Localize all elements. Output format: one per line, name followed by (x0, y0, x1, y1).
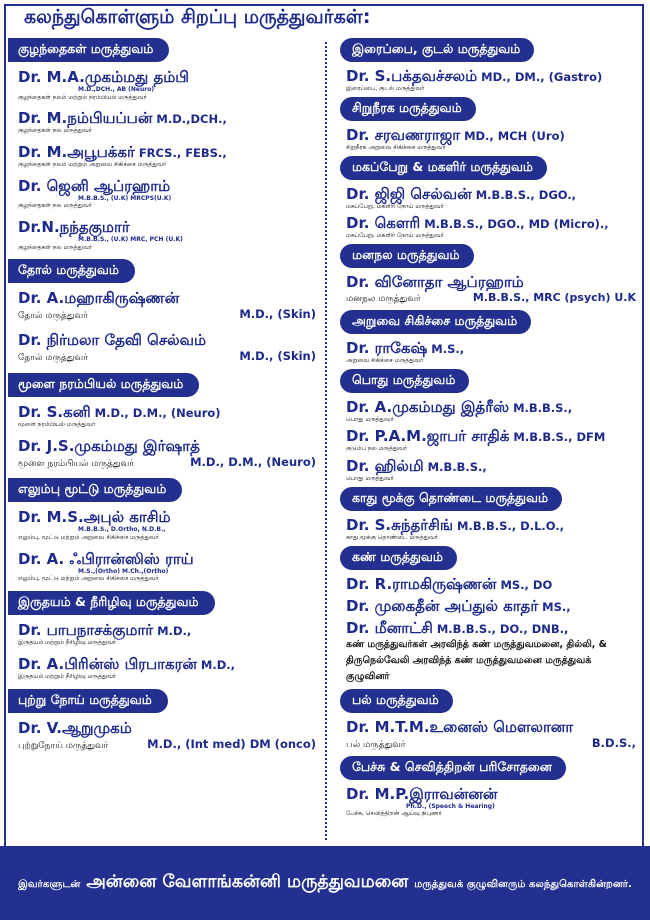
doctor-specialty: குழந்தைகள் நல மருத்துவர் (18, 202, 92, 210)
doctor-entry (18, 218, 318, 251)
section-heading: அறுவை சிகிச்சை மருத்துவம் (340, 310, 531, 334)
doctor-degree: M.D.,DCH., (156, 112, 227, 127)
section-heading: மூளை நரம்பியல் மருத்துவம் (8, 373, 199, 397)
specialty-section (12, 373, 318, 470)
doctor-degree: M.S., (431, 341, 465, 356)
specialty-section (340, 156, 638, 241)
doctor-entry (18, 403, 318, 429)
doctor-entry (18, 437, 318, 471)
specialty-section (340, 487, 638, 542)
section-heading: இருதயம் & நீரிழிவு மருத்துவம் (8, 591, 215, 615)
doctor-name: Dr. P.A.M.ஜாபர் சாதிக் (346, 427, 510, 446)
specialty-section (340, 310, 638, 365)
doctor-entry (346, 398, 638, 424)
doctor-name-line (18, 331, 318, 349)
doctor-entry (346, 126, 638, 152)
doctor-specialty: மூளை நரம்பியல் மருத்துவர் (18, 458, 134, 469)
doctor-name: Dr. A.முகம்மது இத்ரீஸ் (346, 397, 510, 416)
doctor-name-line (18, 403, 318, 421)
doctor-entry (346, 516, 638, 542)
doctor-specialty: குழந்தைகள் நலம் மற்றும் அறுவை சிகிச்சை மருத்துவர் (18, 161, 167, 169)
specialty-section (340, 38, 638, 93)
doctor-name-line (18, 218, 318, 236)
doctor-name: Dr. ஹில்மி (346, 457, 424, 476)
doctor-specialty: சிறுநீரக அறுவை சிகிச்சை மருத்துவர் (346, 143, 446, 151)
specialty-section (12, 689, 318, 753)
doctor-name-line (346, 575, 638, 593)
doctor-name-line (346, 214, 638, 232)
doctor-name-line (18, 719, 318, 737)
doctor-name-line (18, 655, 318, 673)
section-heading: தோல் மருத்துவம் (8, 259, 135, 283)
doctor-name: Dr. M.A.முகம்மது தம்பி (18, 68, 189, 86)
doctor-entry (18, 109, 318, 135)
section-heading: சிறுநீரக மருத்துவம் (340, 97, 476, 121)
doctor-name-line (346, 619, 638, 637)
doctor-degree: M.B.B.S., DO., DNB., (436, 621, 569, 636)
doctor-spec-row (18, 349, 316, 365)
section-heading: காது மூக்கு தொண்டை மருத்துவம் (340, 487, 562, 511)
doctor-degree: M.D., (Int med) DM (onco) (147, 736, 316, 751)
doctor-name: Dr. R.ராமகிருஷ்ணன் (346, 574, 497, 593)
doctor-name-line (346, 785, 638, 803)
page-title: கலந்துகொள்ளும் சிறப்பு மருத்துவர்கள்: (24, 6, 371, 28)
doctor-specialty: இரைப்பை, குடல் மருத்துவர் (346, 85, 425, 92)
doctor-spec-row (18, 455, 316, 471)
doctor-entry (346, 214, 638, 240)
doctor-degree: M.B.B.S., (U.K) MRC, PCH (U.K) (78, 236, 183, 244)
specialty-section (340, 244, 638, 306)
doctor-name: Dr. S.கனி (18, 402, 91, 421)
doctor-name: Dr. ஜெனி ஆப்ரஹாம் (18, 176, 171, 195)
doctor-specialty: மூளை நரம்பியல் மருத்துவர் (18, 420, 96, 428)
doctor-degree: M.D., (200, 657, 236, 672)
doctor-name-line (346, 597, 638, 615)
doctor-name: Dr. S.பக்தவச்சலம் (346, 67, 478, 85)
doctor-entry (18, 177, 318, 210)
doctor-degree: FRCS., FEBS., (138, 146, 227, 161)
doctor-name: Dr. ராகேஷ் (346, 338, 428, 357)
doctor-name-line (346, 718, 638, 736)
doctor-spec-row (18, 737, 316, 753)
doctor-specialty: இருதயம் மற்றும் நீரிழிவு மருத்துவர் (18, 638, 116, 646)
doctor-entry (346, 185, 638, 211)
section-heading: பல் மருத்துவம் (340, 689, 453, 713)
doctor-entry (346, 457, 638, 483)
doctor-degree: M.B.B.S., DFM (513, 430, 606, 445)
doctor-entry (346, 339, 638, 365)
doctor-degree: M.D., (157, 623, 192, 638)
doctor-name-line (18, 289, 318, 307)
doctor-spec-row (346, 291, 636, 306)
doctor-name-line (18, 508, 318, 526)
doctor-name-line (346, 457, 638, 475)
doctor-degree: M.D., (Skin) (239, 349, 316, 364)
doctor-specialty: மனநல மருத்துவர் (346, 294, 421, 305)
doctor-degree: MD., DM., (Gastro) (481, 70, 603, 84)
doctor-name: Dr. முகைதீன் அப்துல் காதர் (346, 596, 539, 615)
doctor-degree: M.B.B.S., (427, 460, 487, 475)
doctor-name: Dr. A.மஹாகிருஷ்ணன் (18, 289, 180, 308)
doctor-degree: M.D., D.M., (Neuro) (190, 454, 316, 469)
doctor-name: Dr. S.சுந்தர்சிங் (346, 516, 454, 535)
doctor-name: Dr. சரவணராஜா (346, 125, 461, 144)
doctor-name-line (346, 126, 638, 144)
doctor-name: Dr. வினோதா ஆப்ரஹாம் (346, 273, 524, 292)
doctor-name-line (346, 67, 638, 85)
specialty-section (340, 756, 638, 818)
doctor-name: Dr. J.S.முகம்மது இர்ஷாத் (18, 436, 200, 455)
doctor-entry (18, 508, 318, 541)
doctor-name-line (346, 398, 638, 416)
doctor-entry (18, 68, 318, 101)
section-heading: எலும்பு மூட்டு மருத்துவம் (8, 478, 182, 502)
footer-prefix: இவர்களுடன் (18, 879, 81, 890)
right-column (340, 38, 638, 822)
doctor-name-line (346, 185, 638, 203)
doctor-degree: M.S.,(Ortho) M.Ch.,(Ortho) (78, 567, 169, 575)
doctor-name: Dr. கௌரி (346, 214, 421, 233)
specialty-section (12, 478, 318, 583)
doctor-degree: M.B.B.S., (513, 400, 573, 415)
doctor-name: Dr. M.அபூபக்கர் (18, 143, 135, 162)
doctor-name: Dr. M.நம்பியப்பன் (18, 109, 153, 128)
doctor-specialty: புற்றுநோய் மருத்துவர் (18, 740, 109, 751)
doctor-name: Dr. பாபநாசக்குமார் (18, 620, 154, 639)
specialty-section (12, 591, 318, 681)
doctor-entry (346, 575, 638, 593)
section-heading: இரைப்பை, குடல் மருத்துவம் (340, 38, 534, 62)
doctor-entry (18, 719, 318, 753)
doctor-specialty: பல் மருத்துவர் (346, 740, 406, 751)
section-heading: பேச்சு & செவித்திறன் பரிசோதனை (340, 756, 566, 780)
doctor-name-line (18, 68, 318, 86)
doctor-name-line (346, 516, 638, 534)
doctor-entry (18, 143, 318, 169)
doctor-entry (346, 619, 638, 685)
doctor-degree: Ph.D., (Speech & Hearing) (406, 802, 495, 810)
doctor-specialty: இருதயம் மற்றும் நீரிழிவு மருத்துவர் (18, 672, 116, 680)
specialty-section (12, 259, 318, 364)
doctor-name: Dr. A. ஃபிரான்ஸிஸ் ராய் (18, 549, 194, 568)
doctor-specialty: காது மூக்கு தொண்டை மருத்துவர் (346, 534, 438, 542)
doctor-degree: M.B.B.S., (U.K) MRCPS(U.K) (78, 194, 172, 202)
doctor-entry (346, 597, 638, 615)
doctor-name: Dr. M.P.இராவன்னன் (346, 784, 498, 803)
doctor-entry (18, 655, 318, 681)
doctor-specialty: தோல் மருத்துவர் (18, 311, 88, 322)
left-column (12, 38, 318, 760)
specialty-section (340, 97, 638, 152)
doctor-entry (18, 331, 318, 365)
doctor-entry (346, 427, 638, 453)
doctor-name: Dr. M.T.M.உனைஸ் மௌலானா (346, 718, 574, 737)
doctor-name-line (346, 339, 638, 357)
doctor-name: Dr. M.S.அபுல் காசிம் (18, 508, 171, 527)
doctor-name-line (18, 621, 318, 639)
doctor-specialty: குழந்தைகள் நல மருத்துவர் (18, 127, 92, 135)
doctor-specialty: குடும்ப நல மருத்துவர் (346, 445, 407, 453)
doctor-name-line (18, 550, 318, 568)
doctor-degree: MS., DO (500, 577, 553, 592)
doctor-degree: M.D.,DCH., AB (Neuro) (78, 86, 155, 93)
doctor-specialty: மகப்பேறு, மகளிர் நோய் மருத்துவர் (346, 202, 444, 210)
doctor-specialty: தோல் மருத்துவர் (18, 353, 88, 364)
doctor-spec-row (18, 307, 316, 323)
specialty-section (340, 369, 638, 483)
section-heading: பொது மருத்துவம் (340, 369, 469, 393)
doctor-entry (346, 273, 638, 306)
section-heading: குழந்தைகள் மருத்துவம் (8, 38, 169, 62)
doctor-degree: M.D., D.M., (Neuro) (94, 405, 221, 420)
doctor-spec-row (346, 736, 636, 752)
footer-hospital-name: அன்னை வேளாங்கன்னி மருத்துவமனை (86, 872, 409, 892)
section-heading: மகப்பேறு & மகளிர் மருத்துவம் (340, 156, 547, 180)
doctor-degree: M.D., (Skin) (239, 307, 316, 322)
doctor-name-line (18, 143, 318, 161)
doctor-entry (18, 289, 318, 323)
doctor-entry (346, 67, 638, 93)
doctor-name-line (18, 109, 318, 127)
doctor-entry (346, 785, 638, 818)
footer-text (18, 872, 632, 894)
doctor-specialty: எலும்பு, மூட்டு மற்றும் அறுவை சிகிச்சை மருத்துவர் (18, 533, 159, 541)
doctor-specialty: பொது மருத்துவர் (346, 415, 394, 423)
doctor-name-line (18, 437, 318, 455)
doctor-name: Dr. மீனாட்சி (346, 618, 433, 637)
doctor-name: Dr. நிர்மலா தேவி செல்வம் (18, 331, 207, 350)
doctor-name: Dr. V.ஆறுமுகம் (18, 718, 132, 737)
specialty-section (340, 689, 638, 752)
doctor-degree: MS., (542, 599, 571, 614)
doctor-degree: MD., MCH (Uro) (464, 128, 565, 143)
doctor-name-line (346, 427, 638, 445)
doctor-degree: M.B.B.S., D.Ortho, N.D.B., (78, 526, 166, 534)
doctor-entry (18, 550, 318, 583)
doctor-entry (346, 718, 638, 752)
section-heading: புற்று நோய் மருத்துவம் (8, 689, 168, 713)
doctor-specialty: பொது மருத்துவர் (346, 475, 394, 483)
section-heading: மனநல மருத்துவம் (340, 244, 474, 268)
specialty-section (340, 546, 638, 685)
doctor-specialty: அறுவை சிகிச்சை மருத்துவர் (346, 356, 424, 364)
doctor-specialty: கண் மருத்துவர்கள் அரவிந்த் கண் மருத்துவமனை, தில்லி, & திருநெல்வேலி அரவிந்த் கண் மருத்துவமனை மருத்துவக் குழுவினர் (346, 638, 607, 683)
column-divider (325, 42, 327, 840)
doctor-specialty: குழந்தைகள் நலம் மற்றும் நரம்பியல் மருத்துவர் (18, 93, 147, 101)
doctor-degree: M.B.B.S., MRC (psych) U.K (472, 291, 636, 305)
doctor-name: Dr. A.பிரின்ஸ் பிரபாகரன் (18, 654, 197, 673)
doctor-name: Dr.N.நந்தகுமார் (18, 218, 130, 237)
doctor-specialty: பேச்சு, செவித்திறன் ஆய்வு நிபுணர் (346, 810, 442, 818)
doctor-specialty: எலும்பு, மூட்டு மற்றும் அறுவை சிகிச்சை மருத்துவர் (18, 575, 159, 583)
section-heading: கண் மருத்துவம் (340, 546, 457, 570)
doctor-name-line (346, 273, 638, 291)
footer-banner (0, 846, 650, 920)
doctor-name-line (18, 177, 318, 195)
doctor-degree: M.B.B.S., DGO., MD (Micro)., (424, 217, 609, 232)
doctor-specialty: மகப்பேறு, மகளிர் நோய் மருத்துவர் (346, 232, 444, 240)
doctor-entry (18, 621, 318, 647)
specialty-section (12, 38, 318, 251)
doctor-degree: B.D.S., (591, 736, 636, 751)
doctor-degree: M.B.B.S., D.L.O., (457, 519, 565, 534)
doctor-specialty: குழந்தைகள் நல மருத்துவர் (18, 243, 92, 251)
doctor-name: Dr. ஜிஜி செல்வன் (346, 184, 472, 203)
footer-suffix: மருத்துவக் குழுவினரும் கலந்துகொள்கின்றனர். (414, 879, 632, 890)
doctor-degree: M.B.B.S., DGO., (475, 187, 577, 202)
